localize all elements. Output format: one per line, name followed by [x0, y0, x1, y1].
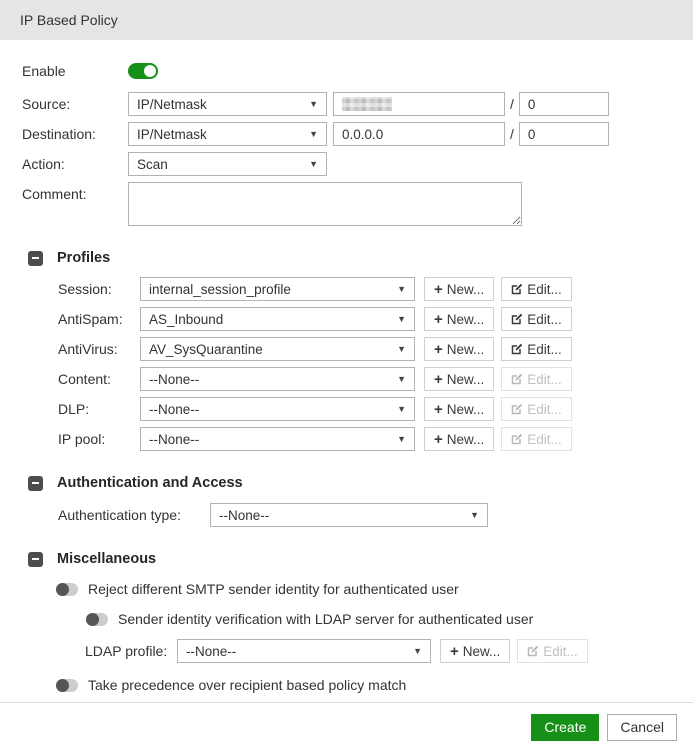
plus-icon: +	[434, 310, 443, 328]
enable-row	[22, 62, 693, 80]
edit-icon	[511, 403, 523, 415]
chevron-down-icon: ▼	[309, 129, 318, 139]
session-label: Session:	[58, 281, 112, 297]
ldap-profile-label: LDAP profile:	[85, 643, 168, 659]
source-ip-redacted-value	[342, 97, 392, 111]
misc-section-title: Miscellaneous	[57, 551, 157, 567]
destination-type-dropdown[interactable]	[128, 122, 327, 146]
ldap-profile-dropdown[interactable]: --None-- ▼	[177, 639, 431, 663]
edit-icon	[511, 433, 523, 445]
session-dropdown[interactable]: internal_session_profile ▼	[140, 277, 415, 301]
dlp-dropdown[interactable]: --None-- ▼	[140, 397, 415, 421]
auth-section-header	[22, 475, 693, 491]
content-label: Content:	[58, 371, 111, 387]
action-value: Scan	[137, 156, 168, 172]
auth-section-title: Authentication and Access	[57, 475, 243, 491]
antispam-edit-button[interactable]: Edit...	[501, 307, 572, 331]
chevron-down-icon: ▼	[397, 374, 406, 384]
dialog-body	[0, 40, 693, 702]
ippool-edit-button: Edit...	[501, 427, 572, 451]
destination-row	[22, 122, 693, 146]
destination-slash: /	[510, 126, 514, 142]
action-label: Action:	[22, 156, 65, 172]
edit-icon	[511, 313, 523, 325]
toggle-knob	[144, 65, 156, 77]
source-netmask-input[interactable]	[519, 92, 609, 116]
sender-identity-verification-toggle[interactable]	[86, 613, 108, 626]
take-precedence-toggle[interactable]	[56, 679, 78, 692]
plus-icon: +	[434, 340, 443, 358]
antivirus-edit-button[interactable]: Edit...	[501, 337, 572, 361]
edit-icon	[511, 373, 523, 385]
chevron-down-icon: ▼	[397, 344, 406, 354]
plus-icon: +	[450, 642, 459, 660]
profiles-section-title: Profiles	[57, 250, 111, 266]
misc-section-header	[22, 551, 693, 567]
edit-icon	[527, 645, 539, 657]
reject-smtp-identity-toggle[interactable]	[56, 583, 78, 596]
chevron-down-icon: ▼	[309, 99, 318, 109]
auth-type-label: Authentication type:	[58, 507, 181, 523]
reject-smtp-identity-label: Reject different SMTP sender identity for authenticated user	[88, 581, 459, 597]
auth-type-row	[22, 503, 693, 527]
source-row	[22, 92, 693, 116]
ippool-label: IP pool:	[58, 431, 106, 447]
dlp-edit-button: Edit...	[501, 397, 572, 421]
take-precedence-row	[22, 677, 693, 693]
action-dropdown[interactable]	[128, 152, 327, 176]
profile-row-dlp	[22, 397, 693, 421]
reject-smtp-identity-row	[22, 581, 693, 597]
profile-row-session	[22, 277, 693, 301]
dlp-new-button[interactable]: + New...	[424, 397, 494, 421]
profile-row-antispam	[22, 307, 693, 331]
profile-row-ippool	[22, 427, 693, 451]
profile-row-antivirus	[22, 337, 693, 361]
destination-label: Destination:	[22, 126, 96, 142]
dlp-label: DLP:	[58, 401, 90, 417]
dialog-titlebar	[0, 0, 693, 40]
ippool-dropdown[interactable]: --None-- ▼	[140, 427, 415, 451]
collapse-minus-icon[interactable]	[28, 476, 43, 491]
profiles-section-header	[22, 250, 693, 266]
action-row	[22, 152, 693, 176]
chevron-down-icon: ▼	[397, 284, 406, 294]
chevron-down-icon: ▼	[397, 404, 406, 414]
enable-toggle[interactable]	[128, 63, 158, 79]
source-type-dropdown[interactable]	[128, 92, 327, 116]
session-edit-button[interactable]: Edit...	[501, 277, 572, 301]
comment-textarea[interactable]	[128, 182, 522, 226]
destination-type-value: IP/Netmask	[137, 126, 207, 142]
comment-label: Comment:	[22, 186, 87, 202]
antivirus-dropdown[interactable]: AV_SysQuarantine ▼	[140, 337, 415, 361]
plus-icon: +	[434, 430, 443, 448]
ldap-new-button[interactable]: + New...	[440, 639, 510, 663]
edit-icon	[511, 283, 523, 295]
destination-ip-input[interactable]	[333, 122, 505, 146]
enable-label: Enable	[22, 63, 66, 79]
chevron-down-icon: ▼	[413, 646, 422, 656]
antispam-new-button[interactable]: + New...	[424, 307, 494, 331]
source-type-value: IP/Netmask	[137, 96, 207, 112]
chevron-down-icon: ▼	[397, 314, 406, 324]
chevron-down-icon: ▼	[470, 510, 479, 520]
collapse-minus-icon[interactable]	[28, 552, 43, 567]
ippool-new-button[interactable]: + New...	[424, 427, 494, 451]
content-new-button[interactable]: + New...	[424, 367, 494, 391]
collapse-minus-icon[interactable]	[28, 251, 43, 266]
plus-icon: +	[434, 400, 443, 418]
antivirus-label: AntiVirus:	[58, 341, 118, 357]
create-button[interactable]: Create	[531, 714, 599, 741]
sender-identity-verification-row	[22, 611, 693, 627]
comment-row	[22, 182, 693, 226]
content-dropdown[interactable]: --None-- ▼	[140, 367, 415, 391]
source-slash: /	[510, 96, 514, 112]
content-edit-button: Edit...	[501, 367, 572, 391]
antivirus-new-button[interactable]: + New...	[424, 337, 494, 361]
dialog-title: IP Based Policy	[20, 12, 118, 28]
take-precedence-label: Take precedence over recipient based policy match	[88, 677, 407, 693]
chevron-down-icon: ▼	[397, 434, 406, 444]
session-new-button[interactable]: + New...	[424, 277, 494, 301]
destination-netmask-input[interactable]	[519, 122, 609, 146]
profile-row-content	[22, 367, 693, 391]
sender-identity-verification-label: Sender identity verification with LDAP server for authenticated user	[118, 611, 534, 627]
antispam-dropdown[interactable]: AS_Inbound ▼	[140, 307, 415, 331]
dialog-footer	[0, 702, 693, 751]
cancel-button[interactable]: Cancel	[607, 714, 677, 741]
source-ip-input[interactable]	[333, 92, 505, 116]
plus-icon: +	[434, 370, 443, 388]
ldap-profile-row	[22, 639, 693, 663]
source-label: Source:	[22, 96, 71, 112]
ldap-edit-button: Edit...	[517, 639, 588, 663]
chevron-down-icon: ▼	[309, 159, 318, 169]
edit-icon	[511, 343, 523, 355]
plus-icon: +	[434, 280, 443, 298]
antispam-label: AntiSpam:	[58, 311, 123, 327]
auth-type-dropdown[interactable]: --None-- ▼	[210, 503, 488, 527]
